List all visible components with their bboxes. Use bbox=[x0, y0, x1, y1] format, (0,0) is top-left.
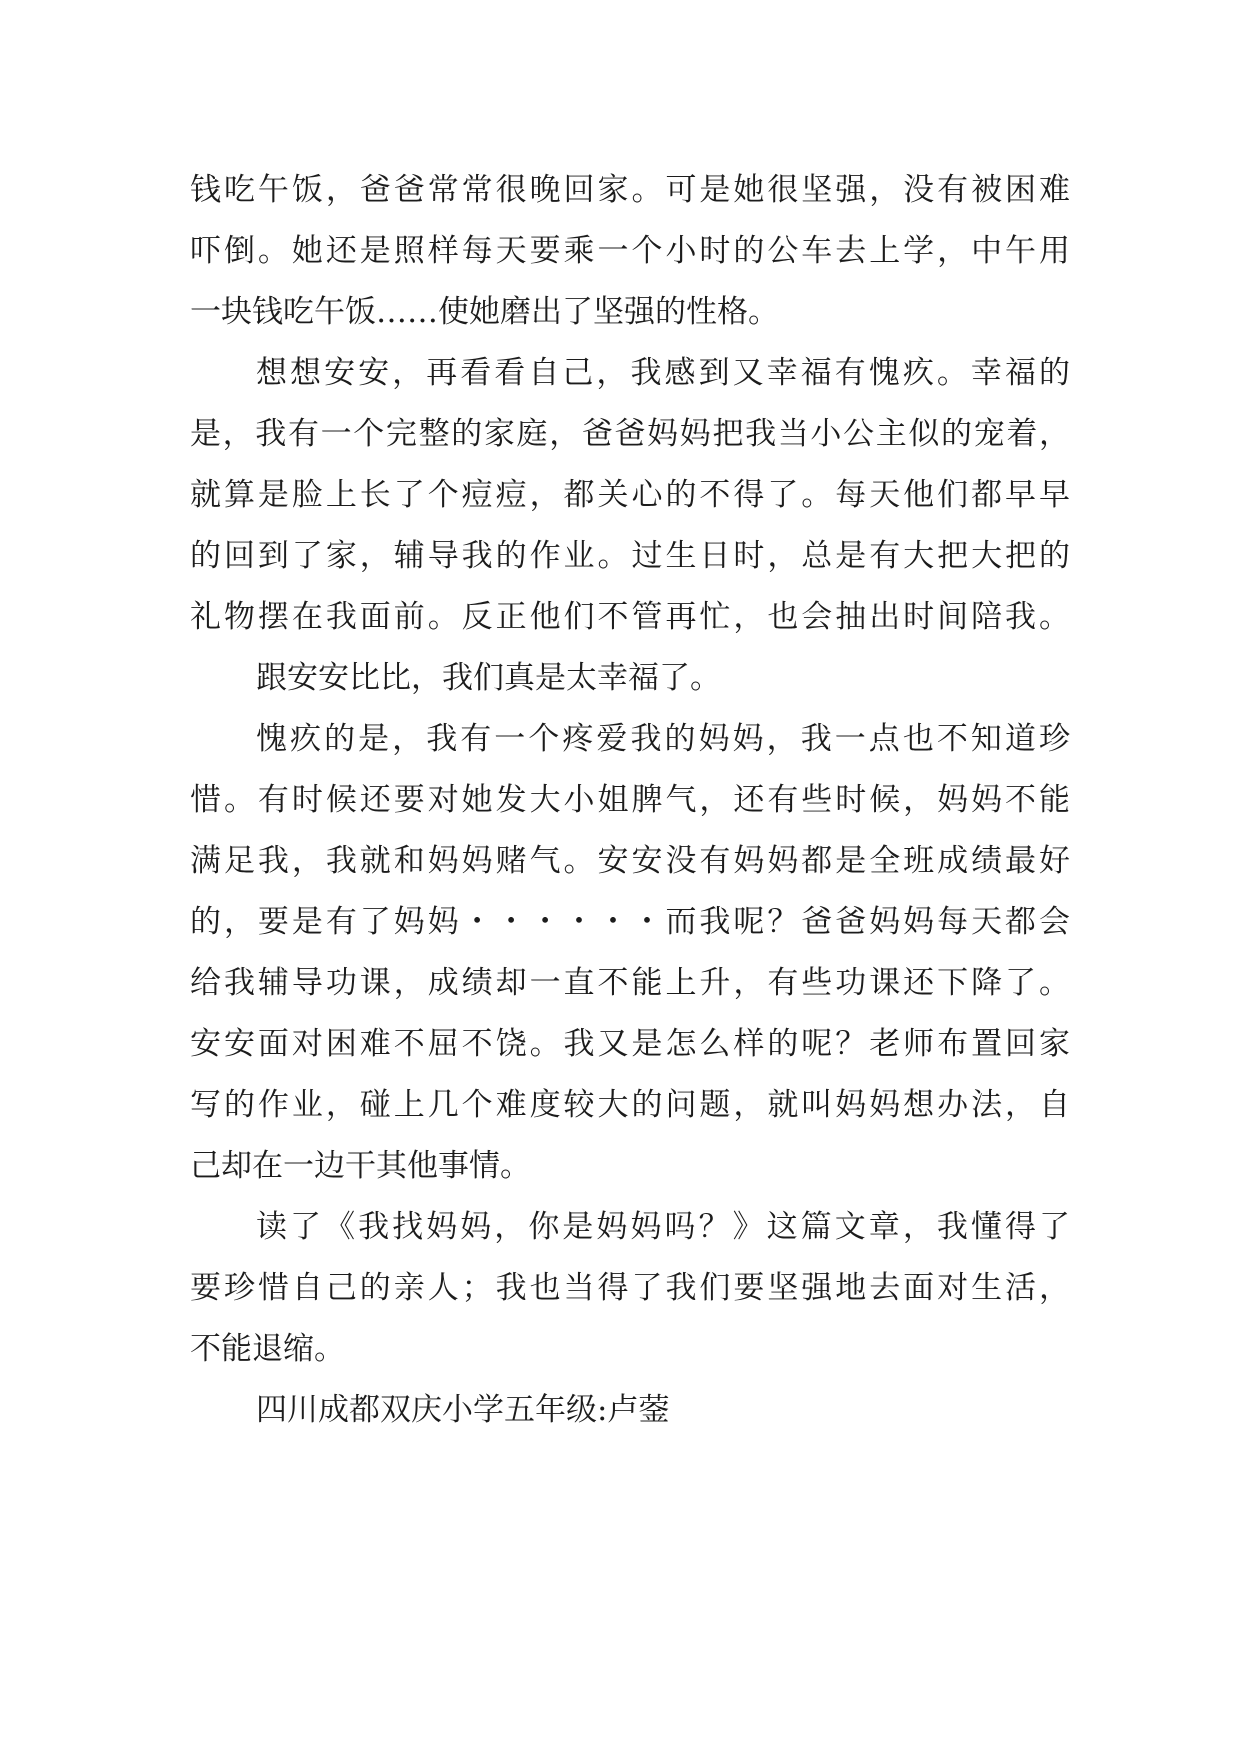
text-line: 满足我，我就和妈妈赌气。安安没有妈妈都是全班成绩最好 bbox=[190, 843, 1070, 879]
text-line: 惜。有时候还要对她发大小姐脾气，还有些时候，妈妈不能 bbox=[190, 782, 1070, 818]
text-line: 就算是脸上长了个痘痘，都关心的不得了。每天他们都早早 bbox=[190, 477, 1070, 513]
document-body bbox=[190, 160, 1070, 1441]
author-line: 四川成都双庆小学五年级:卢蓥 bbox=[256, 1392, 670, 1428]
text-line: 己却在一边干其他事情。 bbox=[190, 1148, 531, 1184]
text-line: 要珍惜自己的亲人；我也当得了我们要坚强地去面对生活， bbox=[190, 1270, 1070, 1306]
text-line: 一块钱吃午饭……使她磨出了坚强的性格。 bbox=[190, 294, 779, 330]
text-line: 安安面对困难不屈不饶。我又是怎么样的呢？老师布置回家 bbox=[190, 1026, 1070, 1062]
text-line: 钱吃午饭，爸爸常常很晚回家。可是她很坚强，没有被困难 bbox=[190, 172, 1070, 208]
text-line: 想想安安，再看看自己，我感到又幸福有愧疚。幸福的 bbox=[256, 355, 1070, 391]
text-line: 的回到了家，辅导我的作业。过生日时，总是有大把大把的 bbox=[190, 538, 1070, 574]
text-line: 跟安安比比，我们真是太幸福了。 bbox=[256, 660, 721, 696]
text-line: 礼物摆在我面前。反正他们不管再忙，也会抽出时间陪我。 bbox=[190, 599, 1070, 635]
text-line: 是，我有一个完整的家庭，爸爸妈妈把我当小公主似的宠着， bbox=[190, 416, 1070, 452]
text-line: 吓倒。她还是照样每天要乘一个小时的公车去上学，中午用 bbox=[190, 233, 1070, 269]
text-line: 写的作业，碰上几个难度较大的问题，就叫妈妈想办法，自 bbox=[190, 1087, 1070, 1123]
text-line: 读了《我找妈妈，你是妈妈吗？》这篇文章，我懂得了 bbox=[256, 1209, 1070, 1245]
text-line: 给我辅导功课，成绩却一直不能上升，有些功课还下降了。 bbox=[190, 965, 1070, 1001]
text-line: 的，要是有了妈妈・・・・・・而我呢？爸爸妈妈每天都会 bbox=[190, 904, 1070, 940]
text-line: 愧疚的是，我有一个疼爱我的妈妈，我一点也不知道珍 bbox=[256, 721, 1070, 757]
text-line: 不能退缩。 bbox=[190, 1331, 345, 1367]
